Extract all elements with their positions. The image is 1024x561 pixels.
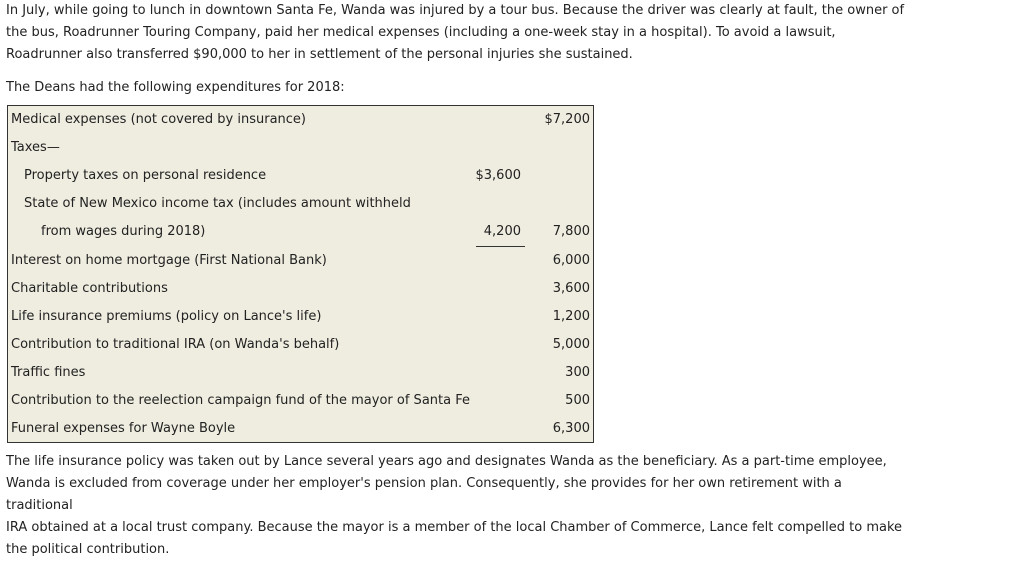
intro-line: the bus, Roadrunner Touring Company, paid her medical expenses (including a one-week stay in a hospital). To avoid a lawsuit,	[6, 25, 836, 40]
table-row	[8, 331, 593, 359]
row-label: Charitable contributions	[11, 281, 168, 296]
row-amount: 3,600	[552, 281, 590, 296]
row-amount: 1,200	[552, 309, 590, 324]
row-label: Contribution to traditional IRA (on Wanda's behalf)	[11, 337, 340, 352]
table-row	[8, 303, 593, 331]
intro-line: Roadrunner also transferred $90,000 to her in settlement of the personal injuries she sustained.	[6, 47, 633, 62]
row-label: from wages during 2018)	[41, 224, 206, 239]
row-label: Funeral expenses for Wayne Boyle	[11, 421, 236, 436]
table-row	[8, 190, 593, 218]
closing-line: Wanda is excluded from coverage under her employer's pension plan. Consequently, she provides for her own retirement with a traditional	[6, 476, 842, 513]
row-label: Medical expenses (not covered by insurance)	[11, 112, 307, 127]
row-subamount: $3,600	[475, 168, 521, 183]
closing-line: The life insurance policy was taken out by Lance several years ago and designates Wanda as the beneficiary. As a part-time employee,	[6, 454, 887, 469]
row-label: Interest on home mortgage (First National Bank)	[11, 253, 327, 268]
closing-paragraph	[6, 451, 906, 561]
row-label: Contribution to the reelection campaign fund of the mayor of Santa Fe	[11, 393, 470, 408]
row-amount: $7,200	[544, 112, 590, 127]
row-amount: 300	[565, 365, 590, 380]
row-amount: 5,000	[552, 337, 590, 352]
intro-paragraph	[6, 0, 906, 66]
table-row	[8, 247, 593, 275]
row-label: State of New Mexico income tax (includes amount withheld	[24, 196, 411, 211]
lead-sentence: The Deans had the following expenditures for 2018:	[6, 80, 345, 95]
table-row	[8, 106, 593, 134]
table-row	[8, 218, 593, 246]
row-label: Property taxes on personal residence	[24, 168, 267, 183]
row-amount: 500	[565, 393, 590, 408]
row-amount: 7,800	[552, 224, 590, 239]
table-row	[8, 359, 593, 387]
row-amount: 6,000	[552, 253, 590, 268]
table-row	[8, 415, 593, 443]
row-subamount: 4,200	[483, 224, 521, 239]
table-row	[8, 134, 593, 162]
row-amount: 6,300	[552, 421, 590, 436]
table-row	[8, 387, 593, 415]
row-label: Life insurance premiums (policy on Lance's life)	[11, 309, 322, 324]
intro-line: In July, while going to lunch in downtown Santa Fe, Wanda was injured by a tour bus. Because the driver was clearly at fault, the owner of	[6, 3, 905, 18]
table-row	[8, 162, 593, 190]
closing-line: the political contribution.	[6, 542, 170, 557]
table-row	[8, 275, 593, 303]
closing-line: IRA obtained at a local trust company. Because the mayor is a member of the local Chamber of Commerce, Lance felt compelled to make	[6, 520, 903, 535]
row-label: Traffic fines	[11, 365, 86, 380]
row-label: Taxes—	[11, 140, 60, 155]
expenditures-table	[7, 105, 594, 443]
